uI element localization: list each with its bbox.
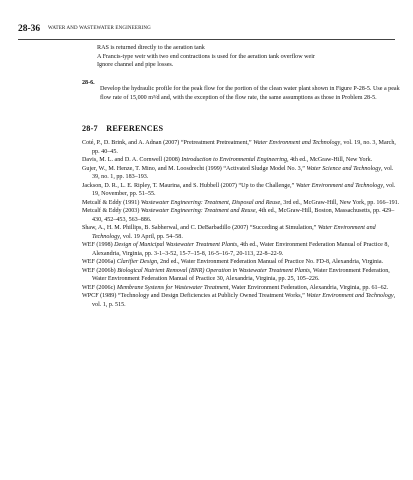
reference-item: Metcalf & Eddy (2003) Wastewater Engineering: Treatment and Reuse, 4th ed., McGraw-Hill, Boston, Massachusetts, pp. 429–430, 452–453, 563–886. <box>82 208 395 223</box>
problem-text: Develop the hydraulic profile for the peak flow for the portion of the clean water plant shown in Figure P-28-5. Use a peak flow rate of 15,000 m³/d and, with the exception of the flow rate, the same assumptions as those in Problem 28-5. <box>100 86 400 101</box>
problem-28-6 <box>82 79 400 108</box>
reference-item: Jackson, D. R., L. E. Ripley, T. Maurina, and S. Hubbell (2007) “Up to the Challenge,” Water Environment and Technology, vol. 19, November, pp. 51–55. <box>82 182 396 197</box>
section-heading <box>82 124 163 133</box>
reference-item: Davis, M. L. and D. A. Cornwell (2008) Introduction to Environmental Engineering, 4th ed., McGraw-Hill, New York. <box>82 157 373 163</box>
reference-item: Coté, P., D. Brink, and A. Adnan (2007) “Pretreatment Pretreatment,” Water Environment and Technology, vol. 19, no. 3, March, pp. 40–45. <box>82 140 396 155</box>
reference-item: WEF (1998) Design of Municipal Wastewater Treatment Plants, 4th ed., Water Environment Federation Manual of Practice 8, Alexandria, Virginia, pp. 3-1–3-52, 15-7–15-8, 16-5–16-7, 20-113, 22-8–22-9. <box>82 242 389 257</box>
reference-item: Shaw, A., H. M. Phillips, B. Sabherwal, and C. DeBarbadillo (2007) “Succeding at Simulation,” Water Environment and Technology, vol. 19 April, pp. 54–58. <box>82 225 376 240</box>
list-item: Ignore channel and pipe losses. <box>97 62 174 69</box>
reference-list <box>82 139 400 309</box>
reference-item: Gujer, W., M. Henze, T. Mino, and M. Loosdrecht (1999) “Activated Sludge Model No. 3,” Water Science and Technology, vol. 39, no. 1, pp. 183–193. <box>82 165 394 180</box>
section-number: 28-7 <box>82 124 98 133</box>
running-head: WATER AND WASTEWATER ENGINEERING <box>48 26 151 31</box>
reference-item: WEF (2006c) Membrane Systems for Wastewater Treatment, Water Environment Federation, Alexandria, Virginia, pp. 61–62. <box>82 284 389 291</box>
reference-item: Metcalf & Eddy (1991) Wastewater Engineering: Treatment, Disposal and Reuse, 3rd ed., McGraw-Hill, New York, pp. 166–191. <box>82 199 400 206</box>
reference-item: WPCF (1989) “Technology and Design Deficiencies at Publicly Owned Treatment Works,” Water Environment and Technology, vol. 1, p. 515. <box>82 293 396 308</box>
reference-item: WEF (2006a) Clarifier Design, 2nd ed., Water Environment Federation Manual of Practice No. FD-8, Alexandria, Virginia. <box>82 259 384 265</box>
assumption-list <box>97 44 397 70</box>
list-item: RAS is returned directly to the aeration tank <box>97 45 205 51</box>
list-item: A Francis-type weir with two end contractions is used for the aeration tank overflow weir <box>97 53 315 60</box>
page-header <box>18 24 395 38</box>
section-title: REFERENCES <box>106 124 164 133</box>
header-rule <box>18 39 395 40</box>
reference-item: WEF (2006b) Biological Nutrient Removal (BNR) Operation in Wastewater Treatment Plants, Water Environment Federation, Water Environment Federation Manual of Practice 30, Alexandria, Virginia, pp. 25, 105–226. <box>82 267 390 282</box>
page-number: 28-36 <box>18 24 41 34</box>
problem-number: 28-6. <box>82 80 95 86</box>
